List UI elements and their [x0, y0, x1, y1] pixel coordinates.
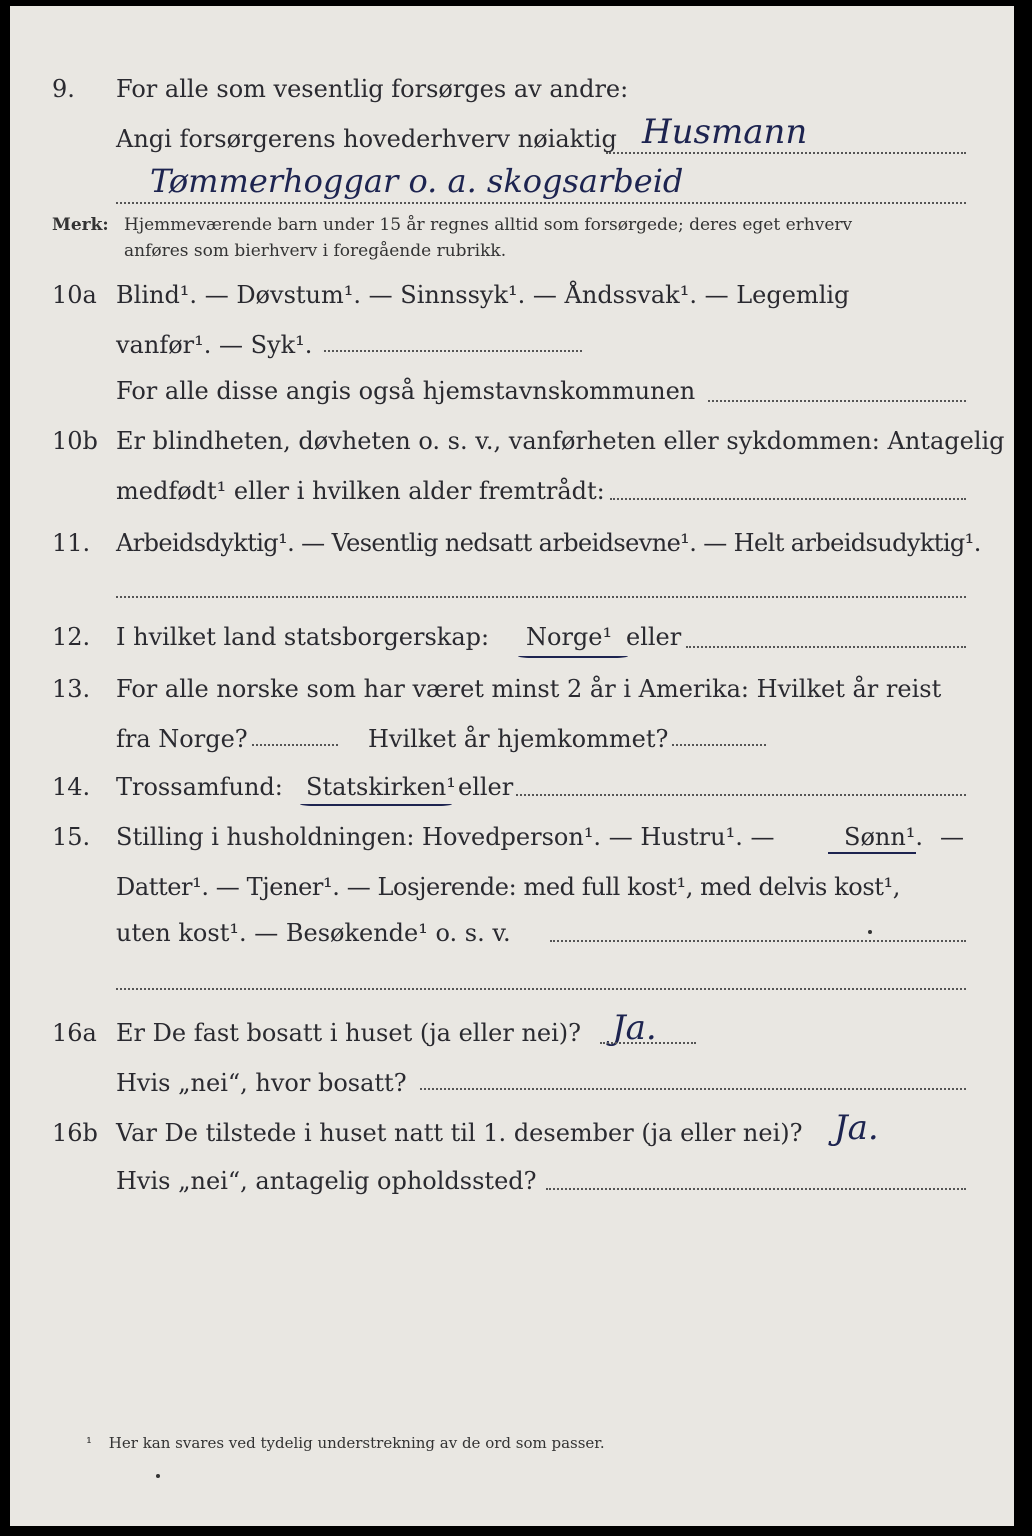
- option-selected: Sønn¹.: [844, 823, 924, 851]
- question-text: Er blindheten, døvheten o. s. v., vanførheten eller sykdommen: Antagelig: [116, 427, 1005, 455]
- answer-line: [116, 596, 966, 598]
- handwritten-underline: [828, 852, 916, 854]
- question-text: —: [940, 823, 964, 851]
- footnote: [86, 1434, 605, 1452]
- answer-line: [420, 1088, 966, 1090]
- question-text: For alle norske som har været minst 2 år i Amerika: Hvilket år reist: [116, 675, 942, 703]
- question-text: vanfør¹. — Syk¹.: [116, 331, 313, 359]
- question-number: 14.: [52, 773, 91, 801]
- question-text: Var De tilstede i huset natt til 1. desember (ja eller nei)?: [116, 1119, 803, 1147]
- handwritten-underline: [518, 656, 628, 658]
- question-number: 11.: [52, 529, 91, 557]
- handwritten-answer: Ja.: [834, 1108, 879, 1148]
- ink-dot: [156, 1474, 160, 1478]
- answer-line: [252, 744, 338, 746]
- question-number: 12.: [52, 623, 91, 651]
- note-text: Hjemmeværende barn under 15 år regnes alltid som forsørgede; deres eget erhverv: [124, 215, 853, 235]
- question-text: Angi forsørgerens hovederhverv nøiaktig: [116, 125, 617, 153]
- handwritten-underline: [300, 804, 452, 806]
- note-label: Merk:: [52, 215, 109, 235]
- question-text: Er De fast bosatt i huset (ja eller nei)?: [116, 1019, 582, 1047]
- question-text: Hvis „nei“, antagelig opholdssted?: [116, 1167, 537, 1195]
- answer-line: [610, 498, 966, 500]
- answer-line: [606, 152, 966, 154]
- footnote-mark: ¹: [86, 1434, 93, 1452]
- question-text: fra Norge?: [116, 725, 248, 753]
- handwritten-answer: Tømmerhoggar o. a. skogsarbeid: [150, 162, 684, 200]
- question-text: For alle disse angis også hjemstavnskommunen: [116, 377, 696, 405]
- question-number: 9.: [52, 75, 75, 103]
- question-text: Arbeidsdyktig¹. — Vesentlig nedsatt arbeidsevne¹. — Helt arbeidsudyktig¹.: [116, 529, 981, 557]
- census-form-page: [10, 6, 1014, 1526]
- footnote-text: Her kan svares ved tydelig understrekning av de ord som passer.: [108, 1434, 605, 1452]
- question-text: I hvilket land statsborgerskap:: [116, 623, 490, 651]
- answer-line: [116, 988, 966, 990]
- question-text: Blind¹. — Døvstum¹. — Sinnssyk¹. — Åndssvak¹. — Legemlig: [116, 281, 850, 309]
- question-text: Hvilket år hjemkommet?: [368, 725, 669, 753]
- handwritten-answer: Husmann: [642, 112, 808, 152]
- question-text: Hvis „nei“, hvor bosatt?: [116, 1069, 407, 1097]
- option-selected: Statskirken¹: [306, 773, 456, 801]
- answer-line: [600, 1042, 696, 1044]
- question-number: 16a: [52, 1019, 97, 1047]
- question-number: 13.: [52, 675, 91, 703]
- note-text: anføres som bierhverv i foregående rubrikk.: [124, 241, 507, 261]
- question-text: Datter¹. — Tjener¹. — Losjerende: med full kost¹, med delvis kost¹,: [116, 873, 900, 901]
- answer-line: [708, 400, 966, 402]
- question-text: Stilling i husholdningen: Hovedperson¹. — Hustru¹. —: [116, 823, 775, 851]
- answer-line: [686, 646, 966, 648]
- answer-line: [546, 1188, 966, 1190]
- handwritten-answer: Ja.: [612, 1008, 657, 1048]
- question-number: 16b: [52, 1119, 98, 1147]
- question-text: eller: [626, 623, 682, 651]
- question-text: Trossamfund:: [116, 773, 283, 801]
- question-text: medfødt¹ eller i hvilken alder fremtrådt:: [116, 477, 605, 505]
- answer-line: [516, 794, 966, 796]
- question-text: uten kost¹. — Besøkende¹ o. s. v.: [116, 919, 511, 947]
- question-text: eller: [458, 773, 514, 801]
- option-selected: Norge¹: [526, 623, 613, 651]
- ink-dot: [868, 930, 872, 934]
- answer-line: [672, 744, 766, 746]
- question-number: 15.: [52, 823, 91, 851]
- answer-line: [116, 202, 966, 204]
- answer-line: [550, 940, 966, 942]
- question-text: For alle som vesentlig forsørges av andre:: [116, 75, 629, 103]
- question-number: 10a: [52, 281, 97, 309]
- answer-line: [324, 350, 582, 352]
- question-number: 10b: [52, 427, 98, 455]
